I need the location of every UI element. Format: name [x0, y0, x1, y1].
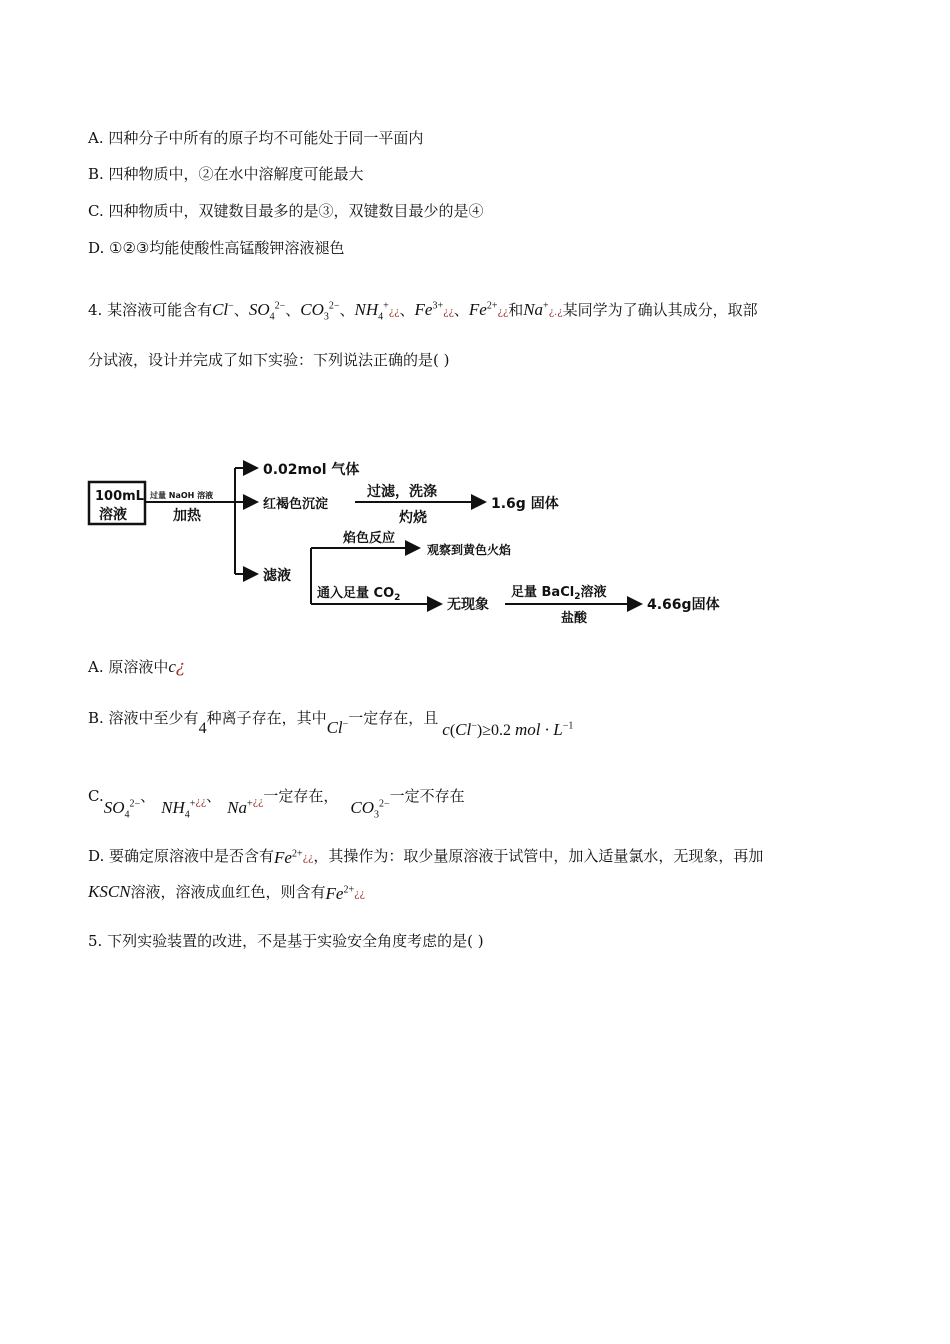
q4-option-b: B. 溶液中至少有4种离子存在，其中Cl−一定存在，且c(Cl−)≥0.2 mol · $L^{-1}$	[88, 709, 574, 739]
ion-na: Na+	[523, 300, 549, 319]
filtrate-label: 滤液	[263, 568, 291, 584]
q3-option-a: A. 四种分子中所有的原子均不可能处于同一平面内	[88, 129, 424, 147]
q5-stem: 5. 下列实验装置的改进，不是基于实验安全角度考虑的是( )	[88, 932, 484, 950]
ion-cl: Cl−	[212, 300, 234, 319]
q3-option-c: C. 四种物质中，双键数目最多的是③，双键数目最少的是④	[88, 202, 484, 220]
q3-option-b: B. 四种物质中，②在水中溶解度可能最大	[88, 165, 364, 183]
heat-label: 加热	[173, 508, 201, 524]
no-change-label: 无现象	[447, 597, 489, 613]
filter-wash-label: 过滤，洗涤	[367, 484, 437, 500]
q4-stem-line1: 4. 某溶液可能含有Cl−、$SO_4^{2-}$、$CO_3^{2-}$、$NH_4^+¿¿$、$Fe^{3+}¿¿$、$Fe^{2+}¿¿$和Na+¿.¿某同学为了确认其成分，取部	[88, 300, 758, 323]
co2-step-label: 通入足量 $CO_2$	[317, 586, 401, 603]
sample-box-line1: 100mL	[95, 489, 144, 504]
ion-so4: $SO_4^{2-}$	[248, 300, 286, 323]
experiment-flowchart	[85, 452, 765, 632]
bacl2-step-label: 足量 BaCl$_2$溶液	[511, 585, 607, 602]
precipitate-label: 红褐色沉淀	[263, 497, 329, 512]
q4-option-d-line1: D. 要确定原溶液中是否含有$Fe^{2+}¿¿$，其操作为：取少量原溶液于试管中，加入适量氯水，无现象，再加	[88, 847, 764, 867]
gas-label: 0.02mol 气体	[263, 462, 360, 478]
q3-option-d: D. ①②③均能使酸性高锰酸钾溶液褪色	[88, 239, 345, 257]
q4-option-c: $C.SO_4^{2-}$、$NH_4^+_{¿¿}$、$Na^+_{¿¿}$一定存在，$CO_3^{2-}$一定不存在	[88, 787, 465, 821]
ion-co3: $CO_3^{2-}$	[300, 300, 340, 323]
flame-test-label: 焰色反应	[343, 531, 396, 546]
sample-box-line2: 溶液	[99, 507, 127, 523]
cl-concentration-formula: c(Cl−)≥0.2 mol · $L^{-1}$	[442, 720, 574, 739]
reagent-naoh: 过量 NaOH 溶液	[150, 491, 214, 500]
q4-option-a: A. 原溶液中c¿	[88, 657, 186, 677]
ion-fe2: $Fe^{2+}$	[468, 300, 498, 319]
ion-fe3: $Fe^{3+}$	[414, 300, 444, 319]
yellow-flame-label: 观察到黄色火焰	[427, 543, 512, 557]
q4-stem-line2: 分试液，设计并完成了如下实验：下列说法正确的是( )	[88, 351, 450, 369]
solid2-label: 4.66g固体	[647, 597, 720, 613]
solid1-label: 1.6g 固体	[491, 496, 559, 512]
q4-option-d-line2: KSCN溶液，溶液成血红色，则含有$Fe^{2+}¿¿$	[88, 882, 365, 903]
ignite-label: 灼烧	[399, 510, 427, 526]
hcl-label: 盐酸	[561, 611, 588, 626]
ion-nh4: $NH_4^+$	[354, 300, 389, 323]
